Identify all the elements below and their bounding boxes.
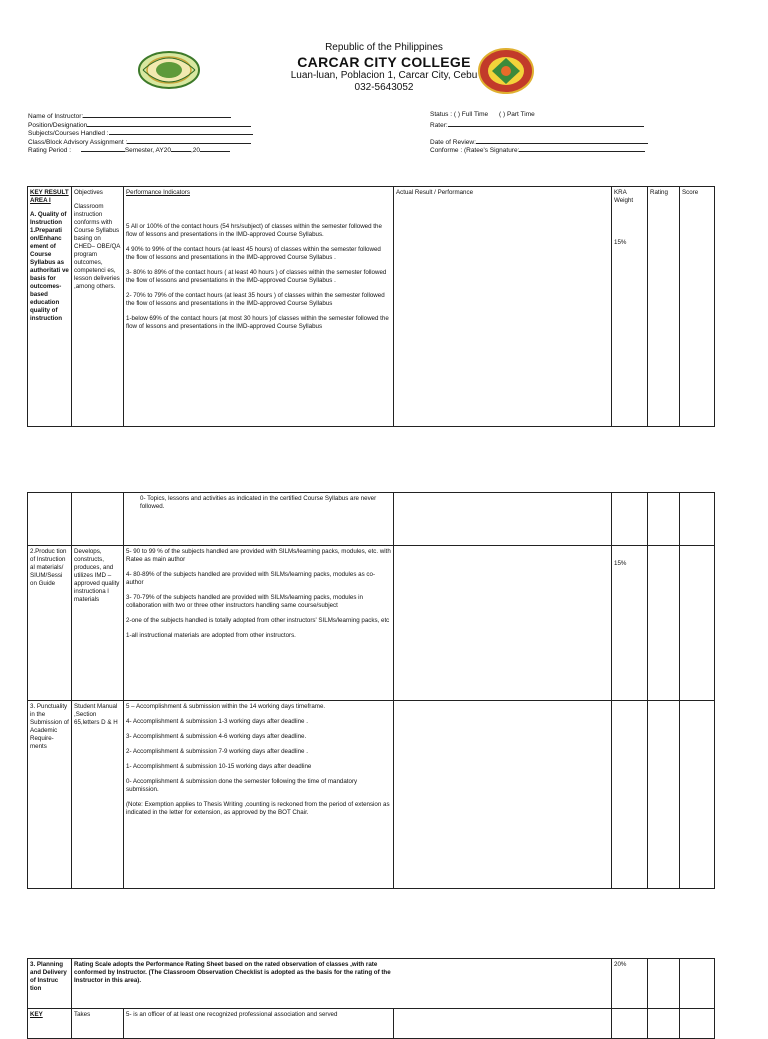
kra-cell (28, 701, 72, 889)
kra-cell (28, 546, 72, 701)
indicator-item: 4- Accomplishment & submission 1-3 working days after deadline . (126, 718, 308, 725)
status-part-time[interactable]: ( ) Part Time (499, 111, 535, 118)
rating-scale-description (72, 959, 612, 1009)
kra-heading: KEY RESULT AREA I (30, 189, 69, 204)
field-label-advisory: Class/Block Advisory Assignment : (28, 138, 128, 146)
score-cell[interactable] (680, 959, 715, 1009)
indicator-item: 2-one of the subjects handled is totally adopted from other instructors' SILMs/learning packs, etc (126, 617, 390, 624)
field-label-rating-period: Rating Period : (28, 147, 71, 155)
actual-result-cell[interactable] (394, 546, 612, 701)
kra-description: 2.Produc tion of Instruction al materials/ SIUM/Sessi on Guide (30, 548, 67, 587)
status-full-time[interactable]: Status : ( ) Full Time (430, 111, 489, 118)
indicator-item: 3- 80% to 89% of the contact hours ( at least 40 hours ) of classes within the semester followed the flow of lessons and presentations in the IMD-approved Course Syllabus . (126, 269, 387, 284)
indicator-item: 5 All or 100% of the contact hours (54 hrs/subject) of classes within the semester followed the flow of lessons and presentations in the IMD-approved Course Syllabus. (126, 223, 382, 238)
kra-heading: KEY (30, 1011, 43, 1018)
actual-result-cell[interactable] (394, 187, 612, 427)
indicator-item: 1-below 69% of the contact hours (at most 30 hours )of classes within the semester followed the flow of lessons and presentations in the IMD-approved Course Syllabus (126, 315, 389, 330)
subjects-field-line[interactable] (109, 128, 253, 135)
kra-description: 3. Punctuality in the Submission of Academic Require- ments (30, 703, 69, 750)
date-field-line[interactable] (476, 137, 648, 144)
year2-field-line[interactable] (200, 145, 230, 152)
conforme-label: Conforme : (Ratee's Signature: (430, 147, 520, 155)
rating-cell[interactable] (648, 546, 680, 701)
objectives-text: Takes (74, 1011, 91, 1018)
indicator-item: 5- is an officer of at least one recognized professional association and served (126, 1011, 338, 1018)
field-label-position: Position/Designation (28, 121, 88, 129)
indicator-item: 4- 80-89% of the subjects handled are provided with SILMs/learning packs, modules as co-author (126, 571, 376, 586)
indicators-cell (124, 546, 394, 701)
indicator-item: 1-all instructional materials are adopted from other instructors. (126, 632, 296, 639)
indicator-item: 0- Topics, lessons and activities as indicated in the certified Course Syllabus are never followed. (140, 495, 377, 510)
actual-heading: Actual Result / Performance (396, 189, 474, 196)
instructor-info-form (28, 111, 253, 154)
indicators-cell (124, 701, 394, 889)
kra-description: A. Quality of Instruction 1.Preparati on/Enhanc ement of Course Syllabus as authoritati ve basis for outcomes-based education quality of instruction (30, 211, 69, 322)
indicator-item: 0- Accomplishment & submission done the semester following the time of mandatory submission. (126, 778, 358, 793)
year1-field-line[interactable] (171, 145, 191, 152)
name-field-line[interactable] (83, 111, 231, 118)
rating-heading: Rating (650, 189, 668, 196)
rating-cell[interactable] (648, 701, 680, 889)
indicator-item: 3- Accomplishment & submission 4-6 working days after deadline. (126, 733, 307, 740)
indicator-item: 1- Accomplishment & submission 10-15 working days after deadline (126, 763, 312, 770)
objectives-cell (72, 701, 124, 889)
weight-cell (612, 959, 648, 1009)
weight-value: 20% (614, 961, 627, 968)
indicator-item: 4 90% to 99% of the contact hours (at least 45 hours) of classes within the semester followed the flow of lessons and presentations in the IMD-approved Course Syllabus . (126, 246, 381, 261)
kra-cell (28, 959, 72, 1009)
field-label-subjects: Subjects/Courses Handled : (28, 130, 109, 138)
weight-cell (612, 187, 648, 427)
empty-cell (72, 493, 124, 546)
weight-cell (612, 493, 648, 546)
field-label-name: Name of Instructor: (28, 113, 84, 120)
score-cell[interactable] (680, 493, 715, 546)
rating-period-semester: Semester, AY20 (124, 147, 171, 155)
college-phone: 032-5643052 (354, 82, 414, 93)
objectives-heading: Objectives (74, 189, 103, 196)
rating-cell[interactable] (648, 493, 680, 546)
empty-cell (28, 493, 72, 546)
score-cell[interactable] (680, 187, 715, 427)
position-field-line[interactable] (87, 120, 251, 127)
indicator-item: 3- 70-79% of the subjects handled are provided with SILMs/learning packs, modules in collaboration with two or three other instructors handling same course/subject (126, 594, 363, 609)
indicators-heading: Performance Indicators (126, 189, 190, 196)
kra-description: 3. Planning and Delivery of Instruc tion (30, 961, 67, 992)
objectives-text: Classroom instruction conforms with Course Syllabus basing on CHED– OBE/QA program outcomes, competenci es, lesson deliveries ,among others. (74, 203, 121, 290)
indicators-cell (124, 493, 394, 546)
date-of-review-label: Date of Review: (430, 138, 476, 146)
semester-field-line[interactable] (81, 145, 125, 152)
weight-value: 15% (614, 239, 627, 246)
college-address: Luan-luan, Poblacion 1, Carcar City, Cebu (290, 70, 478, 81)
objectives-text: Develops, constructs, produces, and utilizes IMD – approved quality instructiona l materials (74, 548, 120, 603)
weight-heading: KRA Weight (614, 189, 634, 204)
republic-line: Republic of the Philippines (325, 42, 443, 53)
weight-cell (612, 701, 648, 889)
objectives-cell (72, 546, 124, 701)
objectives-cell (72, 187, 124, 427)
weight-cell (612, 546, 648, 701)
score-heading: Score (682, 189, 699, 196)
rating-cell[interactable] (648, 959, 680, 1009)
actual-result-cell[interactable] (394, 493, 612, 546)
objectives-text: Student Manual ,Section 65,letters D & H (74, 703, 118, 726)
conforme-field-line[interactable] (519, 145, 645, 152)
indicators-cell (124, 187, 394, 427)
weight-value: 15% (614, 560, 627, 567)
indicator-note: (Note: Exemption applies to Thesis Writing ,counting is reckoned from the period of extension as indicated in the letter for extension, as approved by the BOT Chair. (126, 801, 390, 816)
rating-scale-text: Rating Scale adopts the Performance Rating Sheet based on the rated observation of classes ,with rate conformed by Instructor. (The Classroom Observation Checklist is adopted as the basis for the rating of the Instructor in this area). (74, 961, 391, 984)
kra-cell (28, 187, 72, 427)
rating-period-year: ,20 (190, 147, 200, 155)
indicator-item: 5 – Accomplishment & submission within the 14 working days timeframe. (126, 703, 326, 710)
kra-table-2 (27, 492, 715, 889)
score-cell[interactable] (680, 701, 715, 889)
indicator-item: 2- Accomplishment & submission 7-9 working days after deadline . (126, 748, 308, 755)
kra-table-1 (27, 186, 715, 427)
rating-info-form (430, 111, 648, 154)
college-name: CARCAR CITY COLLEGE (297, 54, 471, 70)
letterhead (0, 42, 768, 94)
rater-field-line[interactable] (448, 120, 644, 127)
kra-table-3 (27, 958, 715, 1039)
rater-label: Rater: (430, 121, 448, 129)
rating-cell[interactable] (648, 187, 680, 427)
indicator-item: 2- 70% to 79% of the contact hours (at least 35 hours ) of classes within the semester followed the flow of lessons and presentations in the IMD-approved Course Syllabus (126, 292, 385, 307)
advisory-field-line[interactable] (127, 137, 251, 144)
score-cell[interactable] (680, 546, 715, 701)
indicator-item: 5- 90 to 99 % of the subjects handled are provided with SILMs/learning packs, modules, etc. with Ratee as main author (126, 548, 391, 563)
actual-result-cell[interactable] (394, 701, 612, 889)
